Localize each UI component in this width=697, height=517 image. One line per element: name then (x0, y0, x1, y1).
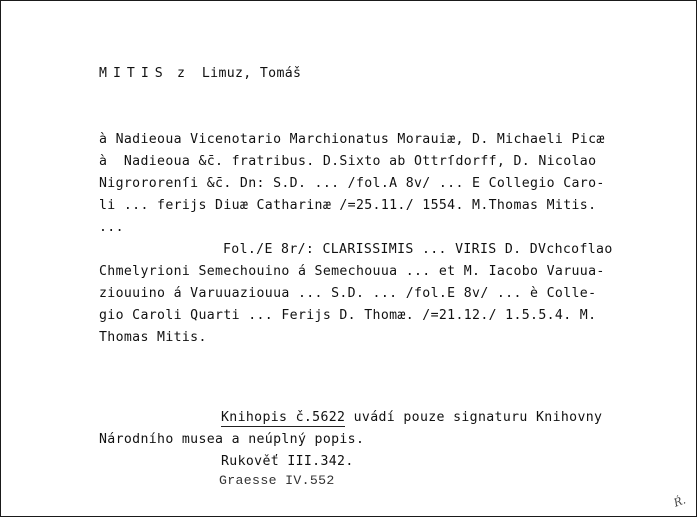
note-line-museum: Národního musea a neúplný popis. (99, 432, 365, 447)
entry2-line: gio Caroli Quarti ... Ferijs D. Thomæ. /=21.12./ 1.5.5.4. M. (99, 308, 597, 323)
entry2-line: Fol./E 8r/: CLARISSIMIS ... VIRIS D. DVchcoflao (223, 242, 613, 257)
note-line-knihopis (221, 407, 602, 429)
knihopis-note: uvádí pouze signaturu Knihovny (345, 410, 603, 425)
handwritten-initials: Ŕ. (671, 493, 688, 510)
entry-line: ... (99, 220, 124, 235)
entry2-line: Chmelyrioni Semechouino á Semechouua ... et M. Iacobo Varuua- (99, 264, 605, 279)
entry-line: à Nadieoua Vicenotario Marchionatus Morauiæ, D. Michaeli Picæ (99, 132, 605, 147)
knihopis-reference: Knihopis č.5622 (221, 410, 346, 425)
note-line-rukovet: Rukověť III.342. (221, 454, 354, 469)
entry-line: à Nadieoua &c̄. fratribus. D.Sixto ab Ottrſdorff, D. Nicolao (99, 154, 597, 169)
heading-surname: MITIS (99, 66, 169, 81)
heading-rest: z Limuz, Tomáš (168, 66, 302, 81)
entry2-line: ziouuino á Varuuaziouua ... S.D. ... /fol.E 8v/ ... è Colle- (99, 286, 597, 301)
note-line-graesse: Graesse IV.552 (219, 473, 335, 488)
card-heading (99, 63, 301, 85)
entry-line: Nigrororenſi &c̄. Dn: S.D. ... /fol.A 8v/ ... E Collegio Caro- (99, 176, 605, 191)
entry2-line: Thomas Mitis. (99, 330, 207, 345)
entry-line: li ... ferijs Diuæ Catharinæ /=25.11./ 1554. M.Thomas Mitis. (99, 198, 597, 213)
